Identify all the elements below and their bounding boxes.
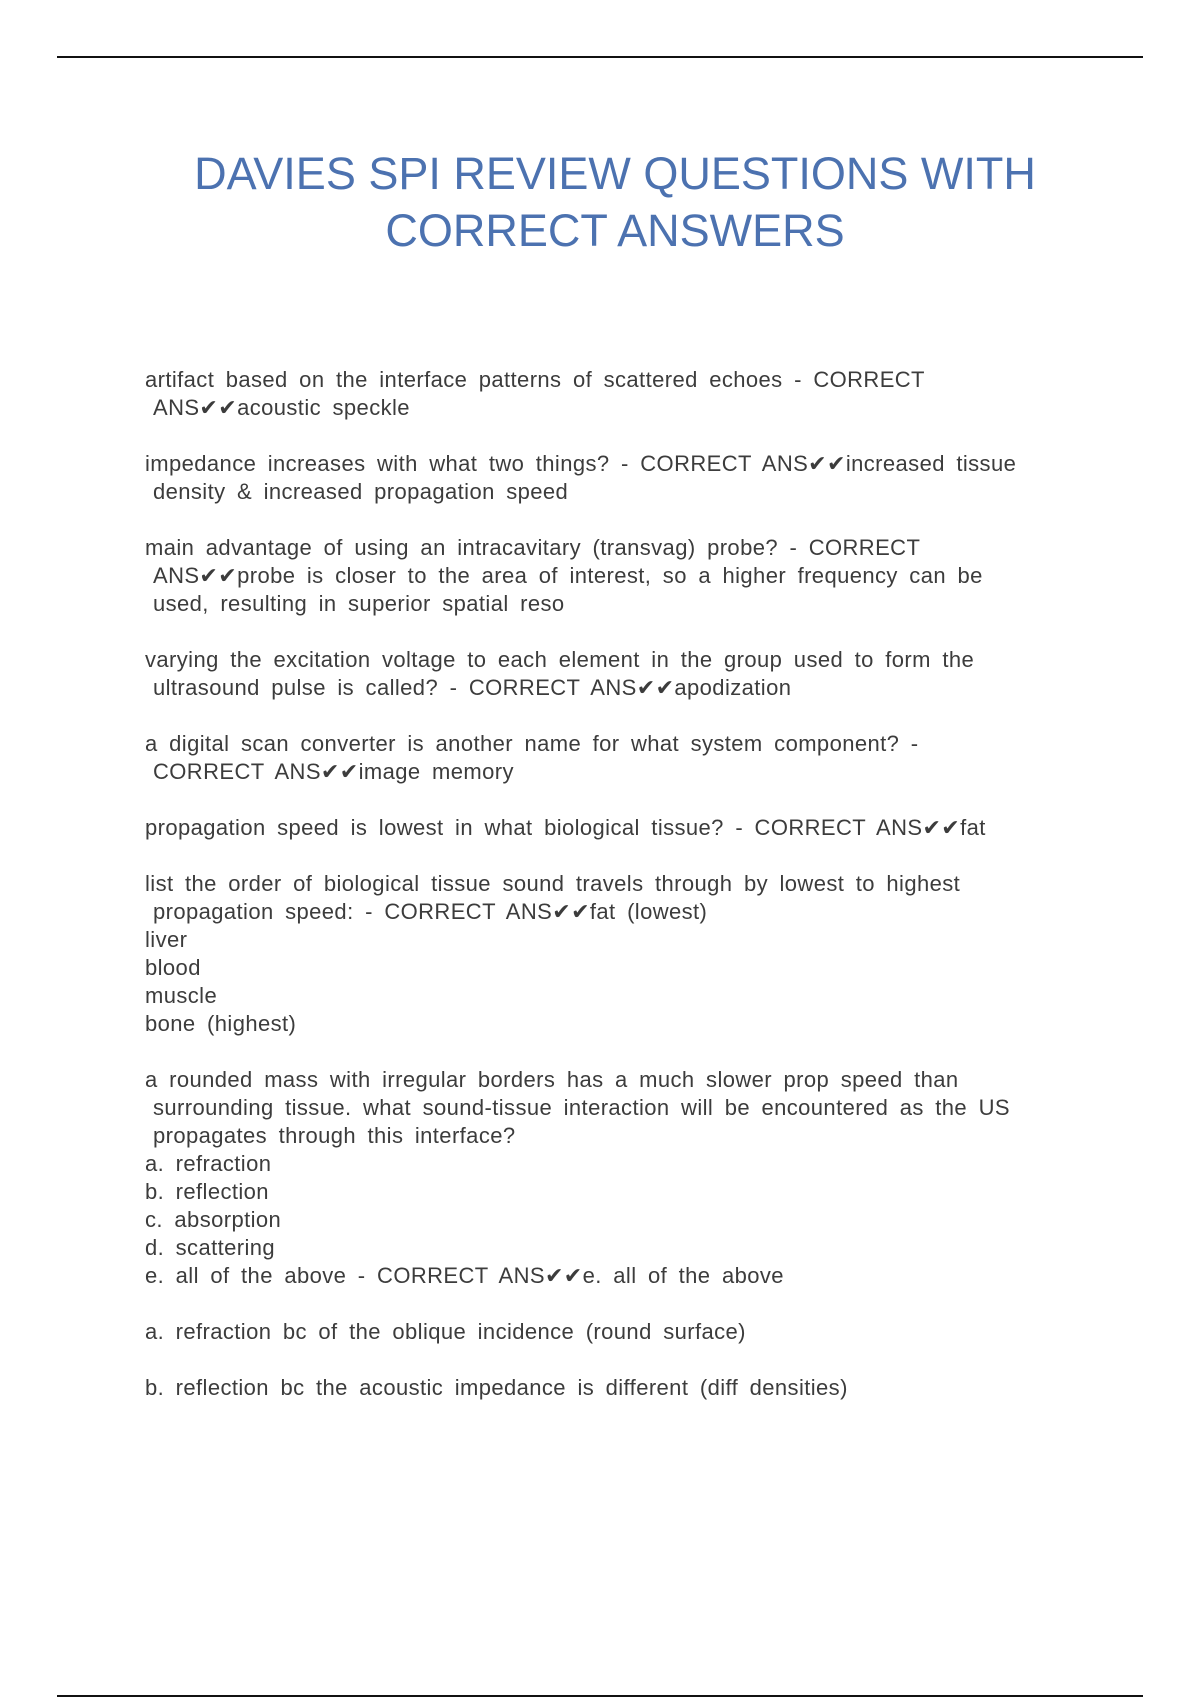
header-rule bbox=[57, 56, 1143, 58]
question-line: propagates through this interface? bbox=[153, 1123, 516, 1148]
question-line: list the order of biological tissue sound travels through by lowest to highest bbox=[145, 871, 961, 896]
qa-item bbox=[145, 870, 1075, 1038]
list-line: bone (highest) bbox=[145, 1011, 297, 1036]
choice-line: d. scattering bbox=[145, 1235, 276, 1260]
title-line-1: DAVIES SPI REVIEW QUESTIONS WITH bbox=[194, 148, 1036, 199]
qa-item bbox=[145, 1066, 1075, 1290]
answer-line: ANS✔✔probe is closer to the area of interest, so a higher frequency can be bbox=[153, 563, 983, 588]
question-line: artifact based on the interface patterns of scattered echoes - CORRECT bbox=[145, 367, 925, 392]
answer-line: propagation speed: - CORRECT ANS✔✔fat (lowest) bbox=[153, 899, 708, 924]
question-line: varying the excitation voltage to each element in the group used to form the bbox=[145, 647, 975, 672]
choice-line: b. reflection bbox=[145, 1179, 269, 1204]
explanation-line: b. reflection bc the acoustic impedance is different (diff densities) bbox=[145, 1375, 848, 1400]
qa-item bbox=[145, 366, 1075, 422]
answer-line: CORRECT ANS✔✔image memory bbox=[153, 759, 514, 784]
list-line: liver bbox=[145, 927, 188, 952]
qa-item bbox=[145, 814, 1075, 842]
question-line: main advantage of using an intracavitary (transvag) probe? - CORRECT bbox=[145, 535, 921, 560]
footer-rule bbox=[57, 1695, 1143, 1697]
qa-item bbox=[145, 1318, 1075, 1346]
document-title bbox=[100, 145, 1130, 259]
choice-line: a. refraction bbox=[145, 1151, 272, 1176]
question-line: surrounding tissue. what sound-tissue interaction will be encountered as the US bbox=[153, 1095, 1010, 1120]
question-line: a rounded mass with irregular borders has a much slower prop speed than bbox=[145, 1067, 959, 1092]
qa-item bbox=[145, 730, 1075, 786]
choice-line: c. absorption bbox=[145, 1207, 282, 1232]
qa-item bbox=[145, 450, 1075, 506]
qa-item bbox=[145, 646, 1075, 702]
list-line: blood bbox=[145, 955, 201, 980]
question-line: impedance increases with what two things? - CORRECT ANS✔✔increased tissue bbox=[145, 451, 1017, 476]
answer-line: e. all of the above - CORRECT ANS✔✔e. all of the above bbox=[145, 1263, 784, 1288]
list-line: muscle bbox=[145, 983, 218, 1008]
question-line: propagation speed is lowest in what biological tissue? - CORRECT ANS✔✔fat bbox=[145, 815, 986, 840]
answer-line: ANS✔✔acoustic speckle bbox=[153, 395, 410, 420]
answer-line: ultrasound pulse is called? - CORRECT ANS✔✔apodization bbox=[153, 675, 792, 700]
qa-item bbox=[145, 1374, 1075, 1402]
title-line-2: CORRECT ANSWERS bbox=[385, 205, 845, 256]
answer-line: density & increased propagation speed bbox=[153, 479, 569, 504]
answer-line: used, resulting in superior spatial reso bbox=[153, 591, 565, 616]
question-line: a digital scan converter is another name for what system component? - bbox=[145, 731, 919, 756]
explanation-line: a. refraction bc of the oblique incidence (round surface) bbox=[145, 1319, 746, 1344]
qa-item bbox=[145, 534, 1075, 618]
qa-list bbox=[145, 366, 1075, 1402]
